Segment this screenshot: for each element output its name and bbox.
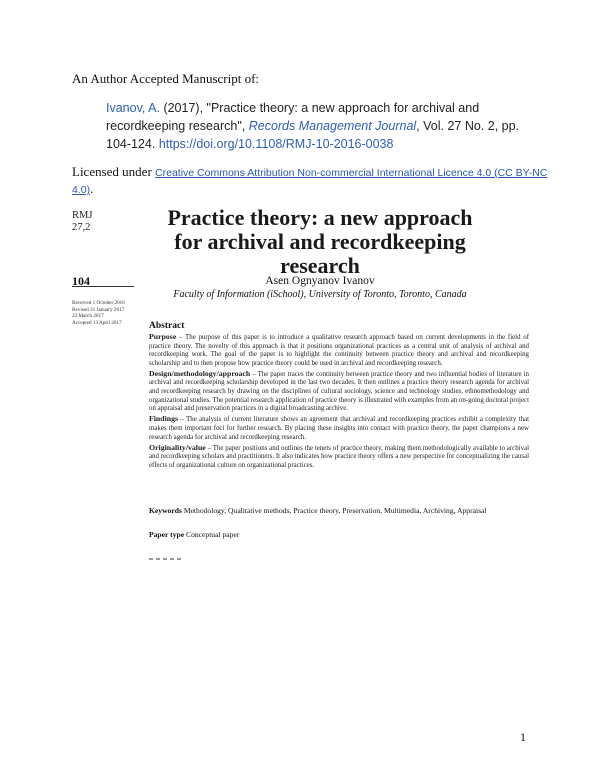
section-text: – The purpose of this paper is to introduce a qualitative research approach based on current developments in the field of practice theory. The novelty of this approach is that it positions organizational practices as a central unit of analysis of archival and recordkeeping work. The goal of the paper is to highlight the continuity between practice theory and archival and recordkeeping scholarship and to then propose how practice theory could be used in archival and recordkeeping research. [149, 334, 529, 367]
date-line: Revised 31 January 2017 [72, 306, 125, 313]
author-link[interactable]: Ivanov, A. [106, 101, 160, 115]
keywords-label: Keywords [149, 506, 182, 515]
date-line: 23 March 2017 [72, 313, 104, 320]
keywords-list: Methodology, Qualitative methods, Practice theory, Preservation, Multimedia, Archiving, Appraisal [183, 506, 487, 515]
license-line [72, 164, 552, 198]
license-suffix: . [90, 181, 94, 196]
journal-link[interactable]: Records Management Journal [248, 119, 417, 133]
license-prefix: Licensed under [72, 164, 156, 179]
section-label: Design/methodology/approach [149, 368, 251, 378]
article-title: Practice theory: a new approach for archival and recordkeeping research [167, 205, 473, 278]
section-text: – The paper traces the continuity between practice theory and two influential bodies of literature in archival and recordkeeping scholarship developed in the last two decades. It then outlines a practice theory research agenda for archival and recordkeeping research by drawing on the disciplines of cultural sociology, science and technology studies, ethnomethodology and organizational studies. The potential research application of practice theory is illustrated with examples from an on-going doctoral project on appraisal and preservation practices in a digital broadcasting archive. [149, 370, 529, 413]
sidebar-divider [72, 286, 134, 287]
paper-type-label: Paper type [149, 530, 185, 539]
abstract-body [149, 333, 529, 472]
section-label: Originality/value [149, 442, 206, 452]
abstract-section [149, 333, 529, 368]
article-author: Asen Ognyanov Ivanov [265, 275, 375, 287]
keywords [149, 506, 529, 515]
section-label: Findings [149, 414, 179, 424]
doi-link[interactable]: https://doi.org/10.1108/RMJ-10-2016-0038 [158, 137, 394, 151]
cropped-text-fragment [149, 558, 189, 562]
journal-abbrev: RMJ [72, 210, 93, 221]
abstract-section [149, 444, 529, 471]
manuscript-label: An Author Accepted Manuscript of: [72, 71, 260, 86]
section-label: Purpose [149, 332, 177, 341]
abstract-section [149, 415, 529, 442]
date-line: Accepted 13 April 2017 [72, 319, 122, 326]
author-affiliation: Faculty of Information (iSchool), University of Toronto, Toronto, Canada [173, 289, 467, 300]
received-dates [72, 300, 142, 326]
date-line: Received 1 October 2016 [72, 300, 125, 306]
journal-volume: 27,2 [72, 222, 91, 233]
citation-text-1: (2017), "Practice theory: a new approach for archival and recordkeeping research", [106, 101, 480, 133]
article-page-number: 104 [72, 274, 90, 288]
section-text: – The paper positions and outlines the tenets of practice theory, making them methodologically available to archival and recordkeeping scholars and practitioners. It also indicates how practice theory offers a new perspective for conceptualizing the causal effects of organizational culture on organizational practices. [149, 444, 529, 469]
license-link[interactable]: Creative Commons Attribution Non-commercial International Licence 4.0 (CC BY-NC 4.0) [72, 167, 548, 196]
abstract-heading: Abstract [149, 321, 185, 331]
paper-type [149, 530, 529, 539]
footer-page-number: 1 [520, 730, 526, 744]
citation-text-2: , Vol. 27 No. 2, pp. 104-124. [106, 119, 520, 151]
paper-type-value: Conceptual paper [186, 530, 240, 539]
section-text: – The analysis of current literature shows an agreement that archival and recordkeeping practices exhibit a complexity that makes them important foci for further research. By placing these insights into contact with practice theory, the paper champions a new research agenda for archival and recordkeeping research. [149, 416, 529, 441]
abstract-section [149, 370, 529, 414]
journal-sidebar [72, 210, 92, 234]
citation [106, 99, 526, 153]
